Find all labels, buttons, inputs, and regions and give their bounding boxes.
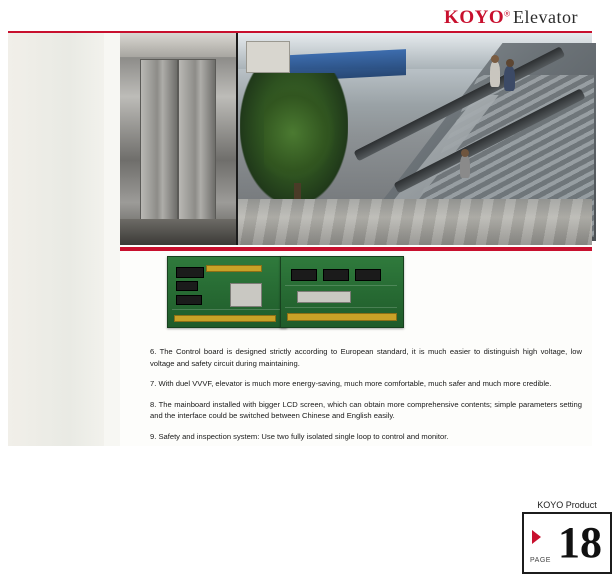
indoor-tree-foliage bbox=[264, 85, 336, 181]
shopper-head bbox=[506, 59, 514, 67]
board-ic-chip bbox=[176, 281, 198, 291]
shopper-head bbox=[491, 55, 499, 63]
feature-list bbox=[150, 346, 582, 442]
feature-item-6: 6. The Control board is designed strictly according to European standard, it is much easier to distinguish high voltage, low voltage and safety circuit during maintaining. bbox=[150, 347, 582, 368]
badge-title: KOYO Product bbox=[537, 500, 597, 510]
elevator-ceiling bbox=[120, 33, 236, 57]
board-ic-chip bbox=[323, 269, 349, 281]
mall-floor-reflection bbox=[238, 199, 592, 245]
page-badge bbox=[522, 500, 612, 574]
elevator-floor bbox=[120, 219, 236, 245]
registered-mark: ® bbox=[504, 9, 511, 19]
feature-item-8: 8. The mainboard installed with bigger LCD screen, which can obtain more comprehensive contents; simple parameters setting and the interface could be switched between Chinese and English easily. bbox=[150, 399, 582, 420]
board-trace bbox=[285, 285, 397, 286]
board-trace bbox=[285, 307, 397, 308]
board-trace bbox=[172, 309, 280, 310]
photo-strip bbox=[120, 33, 592, 245]
board-relay bbox=[297, 291, 351, 303]
mall-sign bbox=[246, 41, 290, 73]
page-header bbox=[8, 4, 592, 32]
feature-item-7: 7. With duel VVVF, elevator is much more energy-saving, much more comfortable, much safer and much more credible. bbox=[150, 379, 552, 388]
arrow-right-icon bbox=[532, 530, 541, 544]
board-terminal-strip bbox=[287, 313, 397, 321]
badge-page-number: 18 bbox=[558, 518, 602, 567]
board-ic-chip bbox=[176, 267, 204, 278]
board-ic-chip bbox=[291, 269, 317, 281]
brand-product-word: Elevator bbox=[513, 7, 578, 27]
elevator-door-left bbox=[140, 59, 178, 223]
scanned-brochure bbox=[8, 4, 602, 567]
shopper-figure bbox=[460, 155, 470, 178]
brand-name: KOYO bbox=[444, 7, 505, 28]
shopper-figure bbox=[490, 61, 500, 87]
board-ic-chip bbox=[176, 295, 202, 305]
badge-page-label: PAGE bbox=[530, 557, 551, 564]
escalator-mall-photo bbox=[238, 33, 592, 245]
elevator-door-right bbox=[178, 59, 216, 223]
control-board-photo-left bbox=[167, 256, 287, 328]
control-board-photo-right bbox=[280, 256, 404, 328]
board-terminal-strip bbox=[174, 315, 276, 322]
photo-divider bbox=[120, 247, 592, 251]
board-lcd-module bbox=[230, 283, 262, 307]
elevator-cabin-photo bbox=[120, 33, 236, 245]
board-connector bbox=[206, 265, 262, 272]
feature-item-9: 9. Safety and inspection system: Use two fully isolated single loop to control and monitor. bbox=[150, 431, 449, 441]
brand-logo bbox=[444, 7, 578, 29]
shopper-figure bbox=[504, 66, 515, 91]
board-ic-chip bbox=[355, 269, 381, 281]
left-color-band bbox=[8, 33, 120, 446]
shopper-head bbox=[461, 149, 469, 157]
left-band-highlight bbox=[104, 33, 120, 446]
